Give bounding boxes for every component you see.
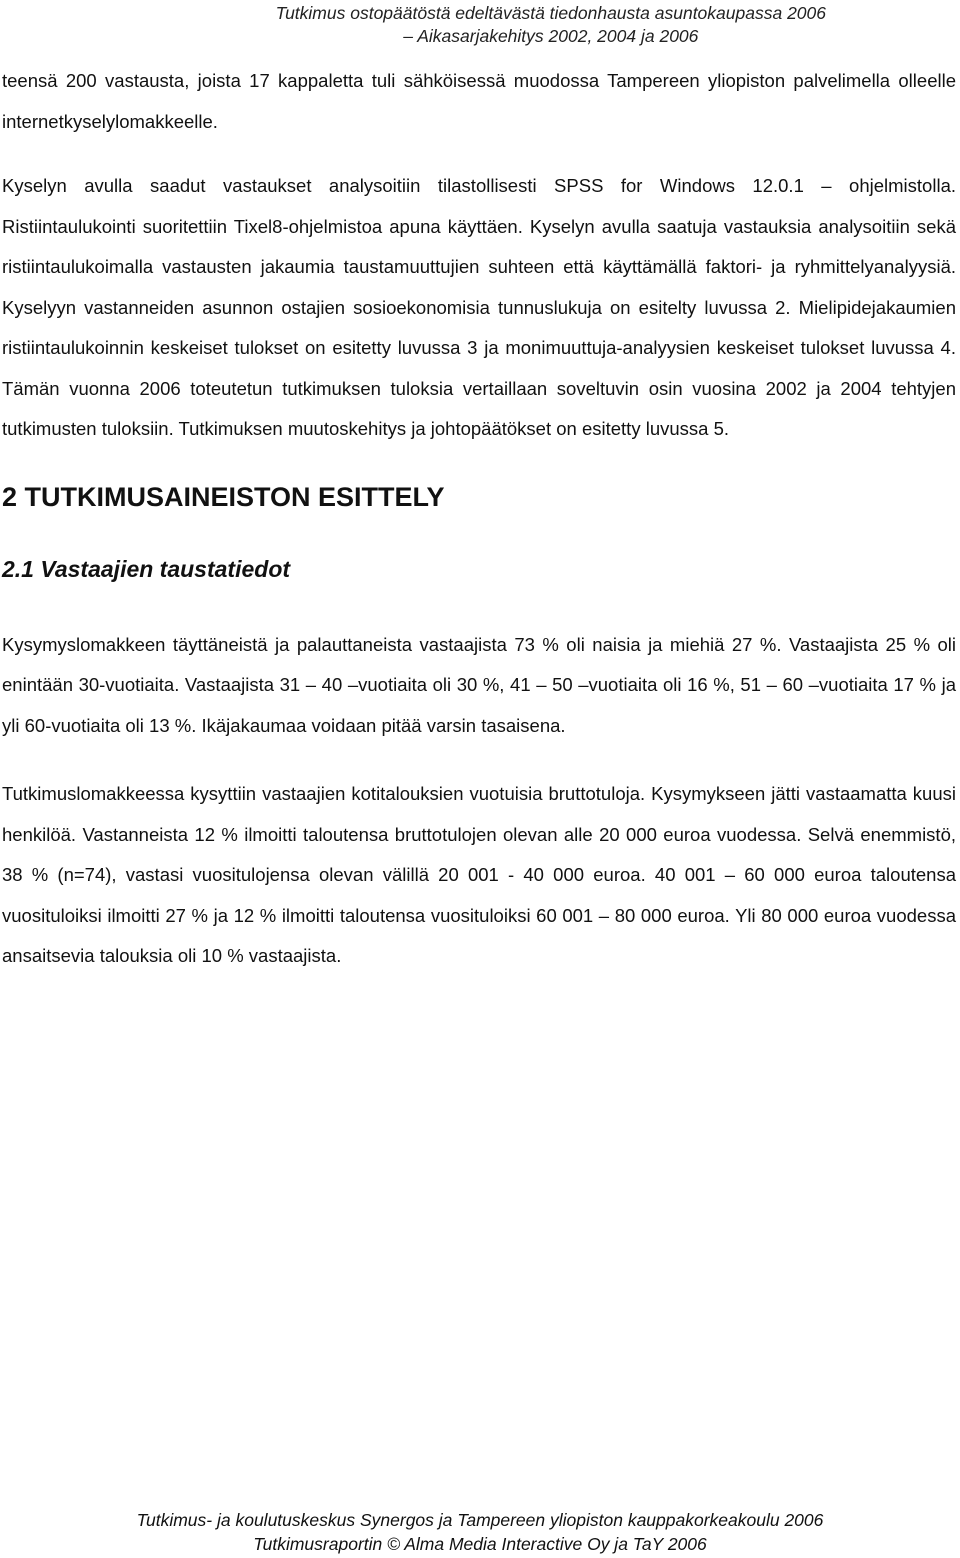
paragraph-continuation: teensä 200 vastausta, joista 17 kappaletta tuli sähköisessä muodossa Tampereen yliopiston palvelimella olleelle internetkyselylomakkeelle. — [2, 70, 956, 132]
page-footer — [0, 1508, 960, 1556]
document-body — [2, 61, 956, 977]
paragraph-demographics: Kysymyslomakkeen täyttäneistä ja palauttaneista vastaajista 73 % oli naisia ja miehiä 27 %. Vastaajista 25 % oli enintään 30-vuotiaita. Vastaajista 31 – 40 –vuotiaita oli 30 %, 41 – 50 –vuotiaita oli 16 %, 51 – 60 –vuotiaita 17 % ja yli 60-vuotiaita oli 13 %. Ikäjakaumaa voidaan pitää varsin tasaisena. — [2, 633, 956, 736]
paragraph-methods: Kyselyn avulla saadut vastaukset analysoitiin tilastollisesti SPSS for Windows 12.0.1 – ohjelmistolla. Ristiintaulukointi suoritettiin Tixel8-ohjelmistoa apuna käyttäen. Kyselyn avulla saatuja vastauksia analysoitiin sekä ristiintaulukoimalla vastausten jakaumia taustamuuttujien suhteen että käyttämällä faktori- ja ryhmittelyanalyysiä. Kyselyyn vastanneiden asunnon ostajien sosioekonomisia tunnuslukuja on esitelty luvussa 2. Mielipidejakaumien ristiintaulukoinnin keskeiset tulokset on esitetty luvussa 3 ja monimuuttuja-analyysien keskeiset tulokset luvussa 4. Tämän vuonna 2006 toteutetun tutkimuksen tuloksia vertaillaan soveltuvin osin vuosina 2002 ja 2004 tehtyjen tutkimusten tuloksiin. Tutkimuksen muutoskehitys ja johtopäätökset on esitetty luvussa 5. — [2, 175, 956, 439]
paragraph-income: Tutkimuslomakkeessa kysyttiin vastaajien kotitalouksien vuotuisia bruttotuloja. Kysymykseen jätti vastaamatta kuusi henkilöä. Vastanneista 12 % ilmoitti taloutensa bruttotulojen olevan alle 20 000 euroa vuodessa. Selvä enemmistö, 38 % (n=74), vastasi vuositulojensa olevan välillä 20 001 - 40 000 euroa. 40 001 – 60 000 euroa taloutensa vuosituloiksi ilmoitti 27 % ja 12 % ilmoitti taloutensa vuosituloiksi 60 001 – 80 000 euroa. Yli 80 000 euroa vuodessa ansaitsevia talouksia oli 10 % vastaajista. — [2, 783, 956, 966]
page-header — [276, 2, 826, 48]
subsection-heading: 2.1 Vastaajien taustatiedot — [2, 555, 291, 582]
footer-line-2: Tutkimusraportin © Alma Media Interactive Oy ja TaY 2006 — [253, 1534, 707, 1554]
footer-line-1: Tutkimus- ja koulutuskeskus Synergos ja Tampereen yliopiston kauppakorkeakoulu 2006 — [136, 1510, 824, 1530]
header-subtitle: – Aikasarjakehitys 2002, 2004 ja 2006 — [403, 26, 699, 46]
header-title: Tutkimus ostopäätöstä edeltävästä tiedonhausta asuntokaupassa 2006 — [275, 3, 826, 23]
section-heading: 2 TUTKIMUSAINEISTON ESITTELY — [2, 481, 445, 512]
